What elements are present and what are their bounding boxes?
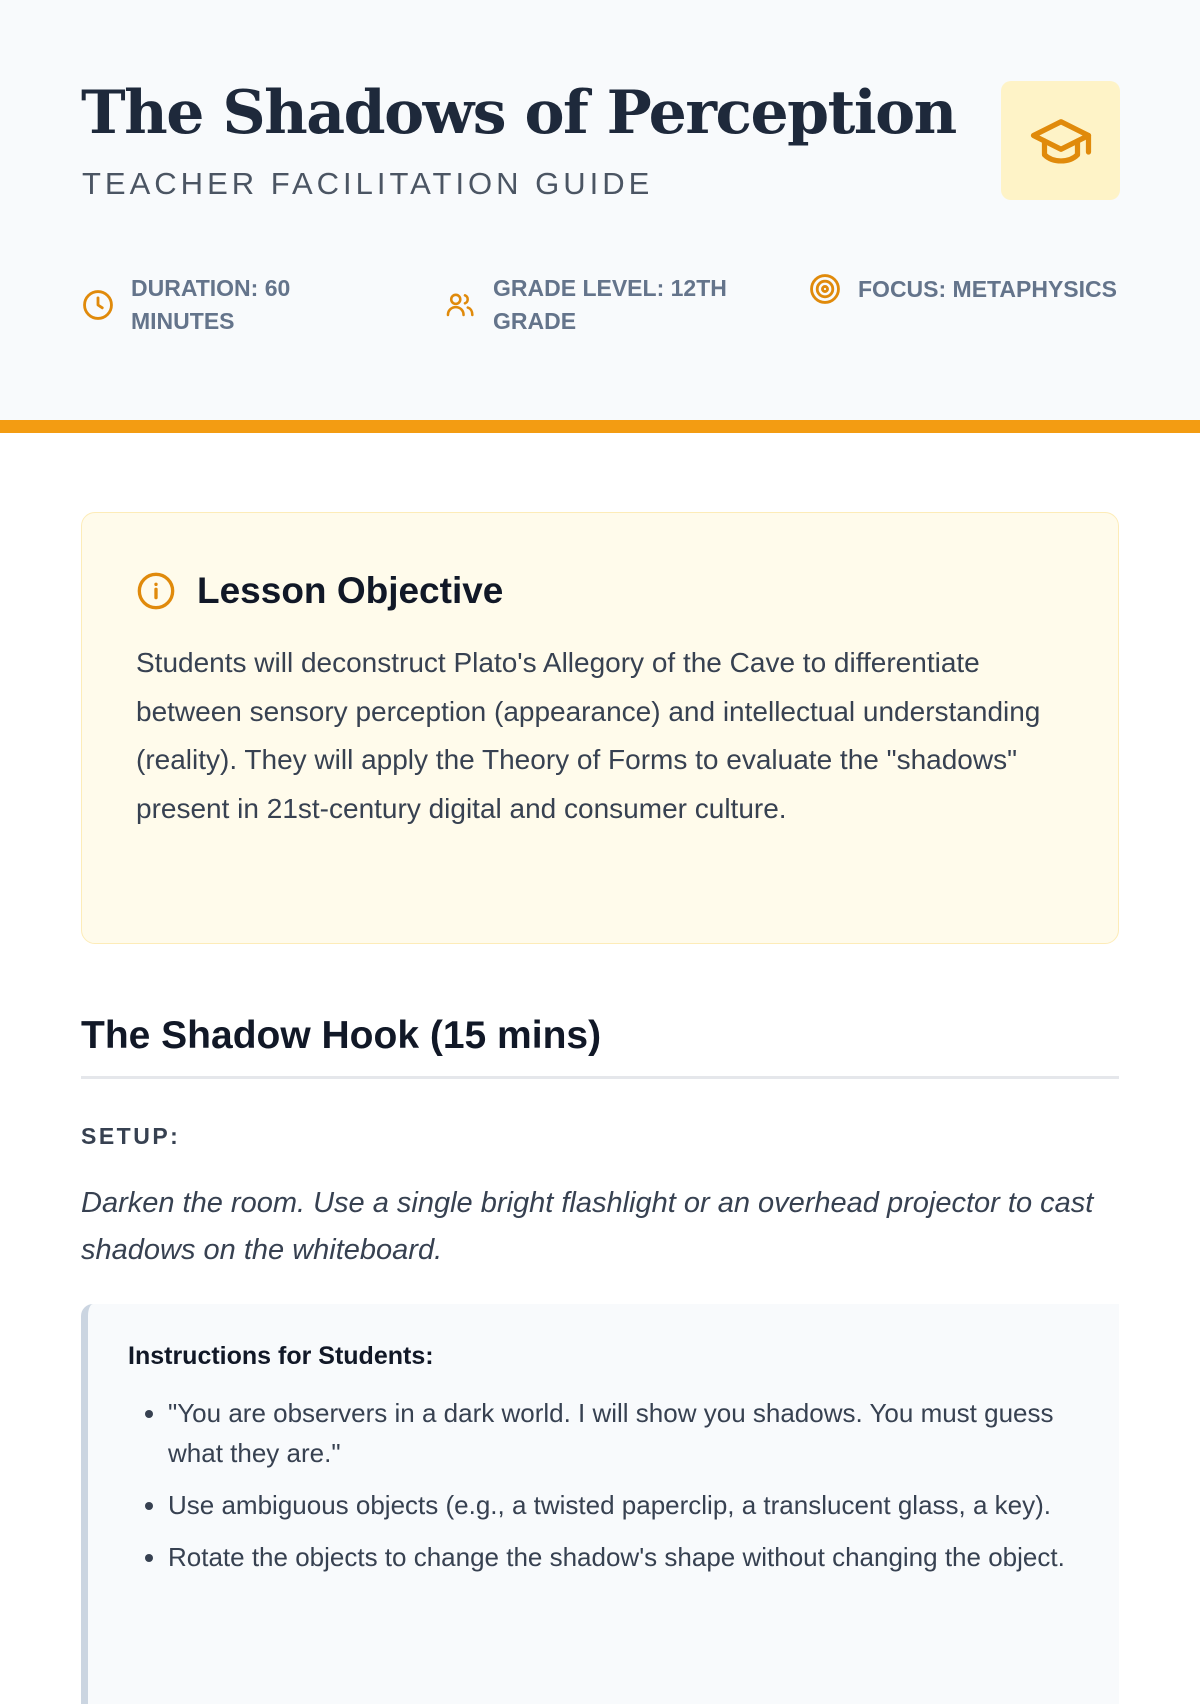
list-item: • Rotate the objects to change the shadow's shape without changing the object.	[168, 1537, 1079, 1577]
list-item: • "You are observers in a dark world. I will show you shadows. You must guess what they are."	[168, 1393, 1079, 1473]
instructions-title: Instructions for Students:	[128, 1342, 434, 1370]
page-subtitle: TEACHER FACILITATION GUIDE	[82, 166, 654, 201]
lesson-objective-card	[81, 512, 1119, 944]
lesson-objective-header	[136, 571, 1064, 611]
guide-content	[0, 512, 1200, 1704]
instructions-panel	[81, 1304, 1119, 1704]
meta-duration-label: DURATION: 60 MINUTES	[131, 275, 291, 334]
lesson-objective-text: Students will deconstruct Plato's Allegory of the Cave to differentiate between sensory perception (appearance) and intellectual understanding (reality). They will apply the Theory of Forms to evaluate the "shadows" present in 21st-century digital and consumer culture.	[136, 647, 1041, 824]
section-title: The Shadow Hook (15 mins)	[81, 1014, 1119, 1079]
info-icon	[136, 571, 176, 611]
meta-focus-label: FOCUS: METAPHYSICS	[858, 275, 1117, 302]
graduation-cap-badge	[1001, 81, 1120, 200]
graduation-cap-icon	[1028, 108, 1094, 174]
lesson-objective-title: Lesson Objective	[197, 570, 504, 611]
guide-header	[0, 0, 1200, 433]
target-icon	[808, 272, 842, 306]
meta-focus	[808, 272, 1117, 306]
page-title: The Shadows of Perception	[81, 78, 956, 148]
setup-text: Darken the room. Use a single bright flashlight or an overhead projector to cast shadows on the whiteboard.	[81, 1187, 1094, 1266]
meta-grade-level	[443, 272, 733, 338]
instructions-list	[128, 1393, 1079, 1577]
list-item: • Use ambiguous objects (e.g., a twisted paperclip, a translucent glass, a key).	[168, 1485, 1079, 1525]
meta-duration	[81, 272, 331, 338]
meta-grade-level-label: GRADE LEVEL: 12TH GRADE	[493, 275, 727, 334]
users-icon	[443, 288, 477, 322]
clock-icon	[81, 288, 115, 322]
setup-label: SETUP:	[81, 1123, 181, 1149]
